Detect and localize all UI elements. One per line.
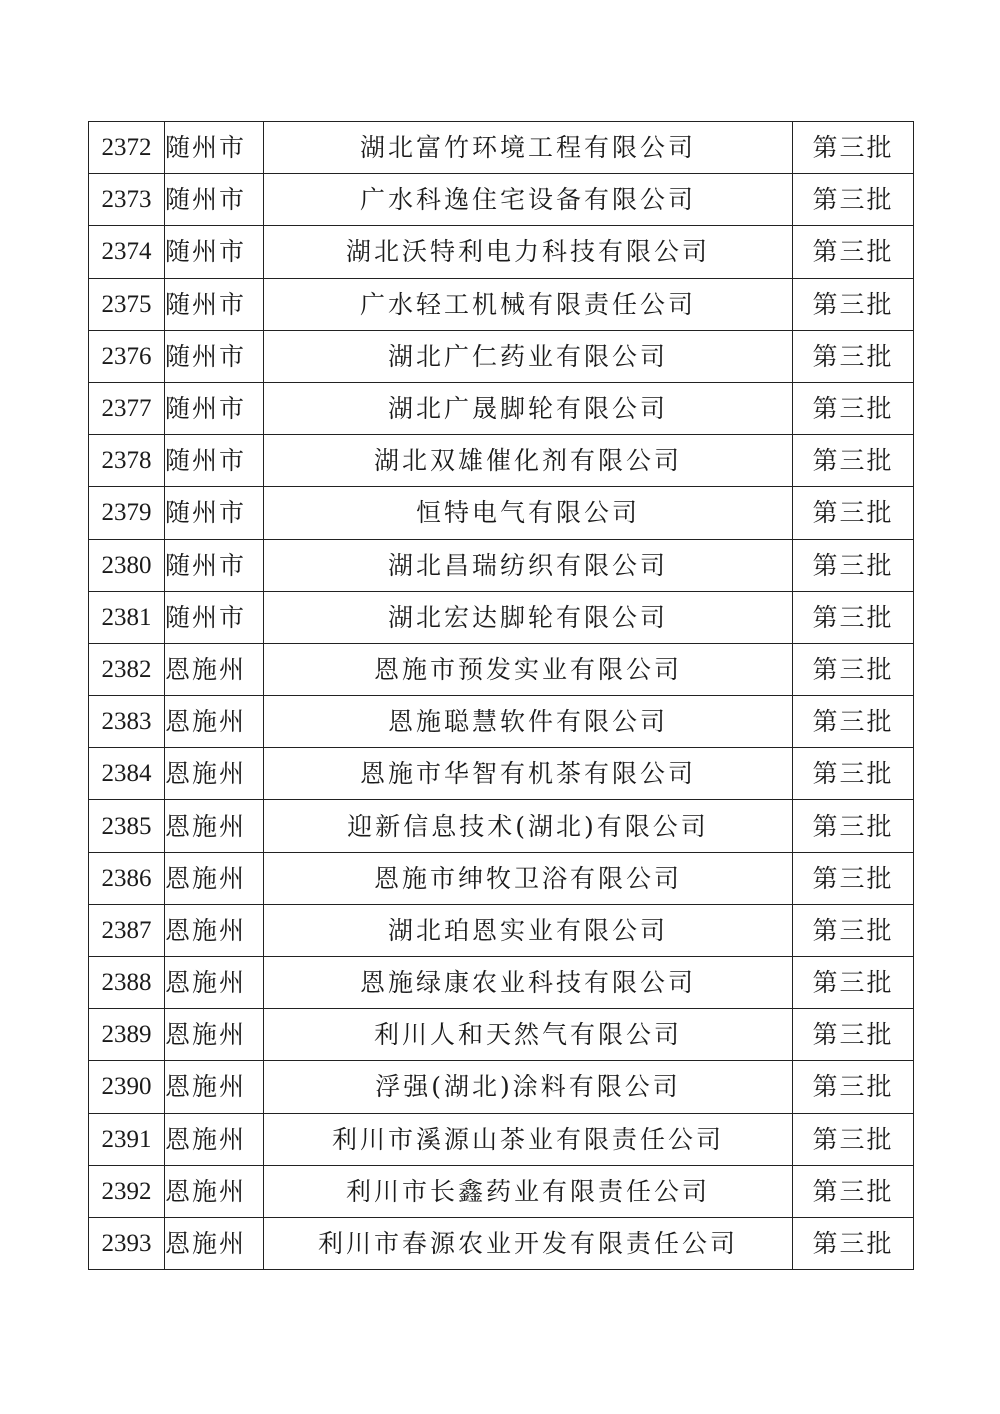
city-cell: 恩施州: [165, 800, 264, 852]
company-name-cell: 恩施市华智有机茶有限公司: [264, 748, 793, 800]
row-number-cell: 2373: [89, 174, 165, 226]
company-name-cell: 湖北富竹环境工程有限公司: [264, 122, 793, 174]
table-row: [89, 591, 914, 643]
company-name-cell: 恩施市绅牧卫浴有限公司: [264, 852, 793, 904]
batch-cell: 第三批: [793, 591, 914, 643]
batch-cell: 第三批: [793, 800, 914, 852]
city-cell: 恩施州: [165, 1217, 264, 1269]
row-number-cell: 2384: [89, 748, 165, 800]
row-number-cell: 2380: [89, 539, 165, 591]
batch-cell: 第三批: [793, 1009, 914, 1061]
table-row: [89, 278, 914, 330]
row-number-cell: 2377: [89, 382, 165, 434]
city-cell: 恩施州: [165, 1113, 264, 1165]
row-number-cell: 2376: [89, 330, 165, 382]
table-row: [89, 174, 914, 226]
company-name-cell: 湖北昌瑞纺织有限公司: [264, 539, 793, 591]
row-number-cell: 2393: [89, 1217, 165, 1269]
company-name-cell: 湖北广仁药业有限公司: [264, 330, 793, 382]
row-number-cell: 2387: [89, 904, 165, 956]
city-cell: 随州市: [165, 330, 264, 382]
batch-cell: 第三批: [793, 852, 914, 904]
city-cell: 恩施州: [165, 1009, 264, 1061]
table-row: [89, 435, 914, 487]
row-number-cell: 2390: [89, 1061, 165, 1113]
company-name-cell: 湖北沃特利电力科技有限公司: [264, 226, 793, 278]
table-row: [89, 1165, 914, 1217]
city-cell: 恩施州: [165, 1165, 264, 1217]
company-name-cell: 湖北珀恩实业有限公司: [264, 904, 793, 956]
batch-cell: 第三批: [793, 382, 914, 434]
table-row: [89, 1113, 914, 1165]
company-name-cell: 恩施市预发实业有限公司: [264, 643, 793, 695]
row-number-cell: 2379: [89, 487, 165, 539]
company-name-cell: 恩施聪慧软件有限公司: [264, 696, 793, 748]
row-number-cell: 2383: [89, 696, 165, 748]
city-cell: 恩施州: [165, 904, 264, 956]
batch-cell: 第三批: [793, 487, 914, 539]
batch-cell: 第三批: [793, 1165, 914, 1217]
table-body: [89, 122, 914, 1270]
city-cell: 随州市: [165, 226, 264, 278]
row-number-cell: 2389: [89, 1009, 165, 1061]
company-name-cell: 恒特电气有限公司: [264, 487, 793, 539]
table-row: [89, 1217, 914, 1269]
batch-cell: 第三批: [793, 957, 914, 1009]
batch-cell: 第三批: [793, 748, 914, 800]
company-name-cell: 利川市长鑫药业有限责任公司: [264, 1165, 793, 1217]
city-cell: 恩施州: [165, 852, 264, 904]
table-row: [89, 330, 914, 382]
city-cell: 随州市: [165, 174, 264, 226]
city-cell: 随州市: [165, 382, 264, 434]
row-number-cell: 2375: [89, 278, 165, 330]
row-number-cell: 2392: [89, 1165, 165, 1217]
city-cell: 随州市: [165, 435, 264, 487]
row-number-cell: 2372: [89, 122, 165, 174]
table-row: [89, 122, 914, 174]
table-row: [89, 226, 914, 278]
company-name-cell: 浮强(湖北)涂料有限公司: [264, 1061, 793, 1113]
batch-cell: 第三批: [793, 226, 914, 278]
table-row: [89, 382, 914, 434]
row-number-cell: 2374: [89, 226, 165, 278]
batch-cell: 第三批: [793, 904, 914, 956]
row-number-cell: 2386: [89, 852, 165, 904]
table-row: [89, 696, 914, 748]
table-row: [89, 748, 914, 800]
batch-cell: 第三批: [793, 278, 914, 330]
company-name-cell: 迎新信息技术(湖北)有限公司: [264, 800, 793, 852]
company-name-cell: 湖北广晟脚轮有限公司: [264, 382, 793, 434]
city-cell: 随州市: [165, 539, 264, 591]
row-number-cell: 2381: [89, 591, 165, 643]
company-name-cell: 湖北宏达脚轮有限公司: [264, 591, 793, 643]
city-cell: 恩施州: [165, 1061, 264, 1113]
company-name-cell: 恩施绿康农业科技有限公司: [264, 957, 793, 1009]
city-cell: 随州市: [165, 278, 264, 330]
company-name-cell: 广水轻工机械有限责任公司: [264, 278, 793, 330]
batch-cell: 第三批: [793, 1217, 914, 1269]
city-cell: 恩施州: [165, 748, 264, 800]
table-row: [89, 539, 914, 591]
table-row: [89, 487, 914, 539]
table-row: [89, 957, 914, 1009]
table-row: [89, 904, 914, 956]
row-number-cell: 2378: [89, 435, 165, 487]
city-cell: 恩施州: [165, 696, 264, 748]
batch-cell: 第三批: [793, 435, 914, 487]
batch-cell: 第三批: [793, 122, 914, 174]
city-cell: 恩施州: [165, 643, 264, 695]
batch-cell: 第三批: [793, 539, 914, 591]
table-row: [89, 643, 914, 695]
batch-cell: 第三批: [793, 174, 914, 226]
table-row: [89, 1061, 914, 1113]
enterprise-list-table: [88, 121, 914, 1270]
city-cell: 恩施州: [165, 957, 264, 1009]
row-number-cell: 2382: [89, 643, 165, 695]
table-row: [89, 800, 914, 852]
city-cell: 随州市: [165, 487, 264, 539]
table-row: [89, 1009, 914, 1061]
company-name-cell: 湖北双雄催化剂有限公司: [264, 435, 793, 487]
batch-cell: 第三批: [793, 1061, 914, 1113]
row-number-cell: 2388: [89, 957, 165, 1009]
row-number-cell: 2391: [89, 1113, 165, 1165]
company-name-cell: 利川市溪源山茶业有限责任公司: [264, 1113, 793, 1165]
company-name-cell: 利川市春源农业开发有限责任公司: [264, 1217, 793, 1269]
company-name-cell: 利川人和天然气有限公司: [264, 1009, 793, 1061]
batch-cell: 第三批: [793, 643, 914, 695]
batch-cell: 第三批: [793, 696, 914, 748]
city-cell: 随州市: [165, 122, 264, 174]
batch-cell: 第三批: [793, 330, 914, 382]
city-cell: 随州市: [165, 591, 264, 643]
row-number-cell: 2385: [89, 800, 165, 852]
batch-cell: 第三批: [793, 1113, 914, 1165]
company-name-cell: 广水科逸住宅设备有限公司: [264, 174, 793, 226]
table-row: [89, 852, 914, 904]
